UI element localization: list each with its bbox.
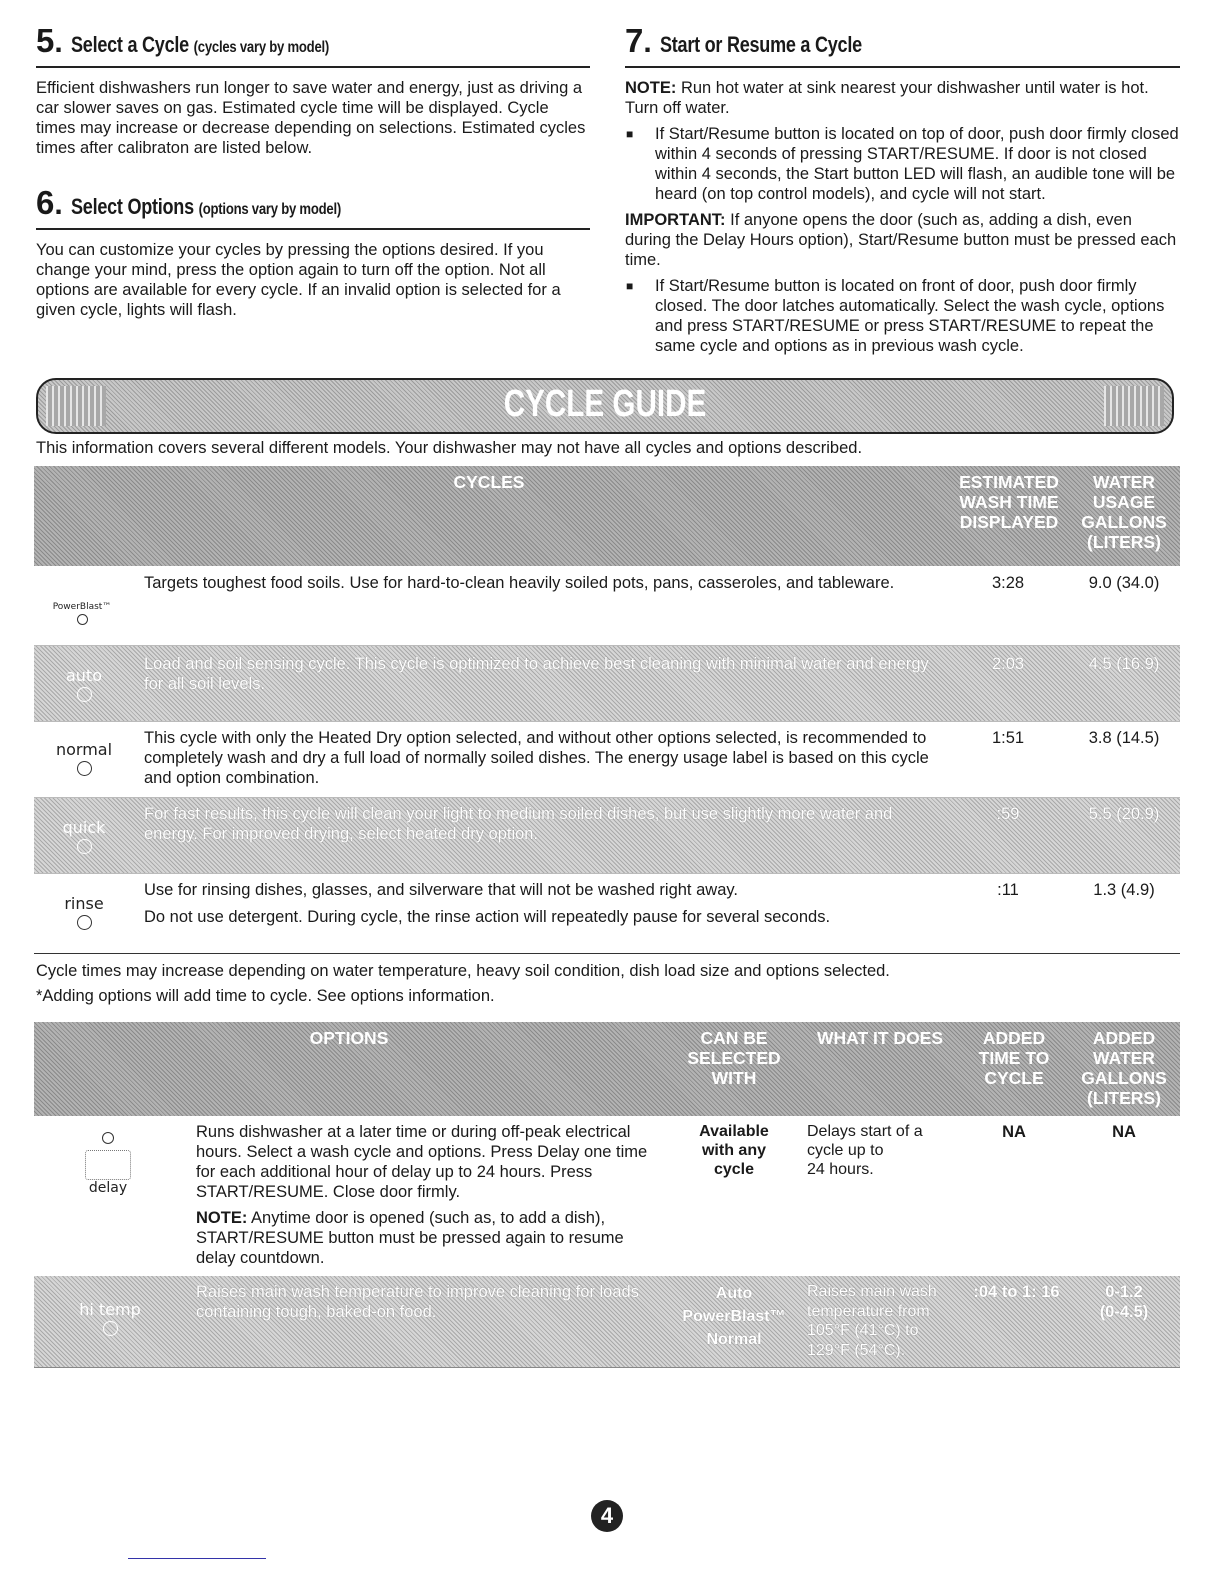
delay-added-time: NA (1002, 1123, 1026, 1141)
powerblast-button[interactable] (44, 602, 120, 625)
right-column (625, 24, 1180, 362)
bullet-square-icon: ■ (626, 279, 634, 293)
header-estimated-time (949, 472, 1069, 532)
cycle-water: 5.5 (20.9) (1088, 805, 1160, 823)
header-water-line3: GALLONS (1081, 512, 1167, 532)
section-7-dot: . (643, 26, 652, 59)
cycle-time: 3:28 (991, 574, 1025, 592)
banner-grille-left (46, 386, 106, 426)
section-5-body: Efficient dishwashers run longer to save water and energy, just as driving a car slower saves on gas. Estimated cycle time will be displayed. Cycle times may increase or decrease depending on selections. Estimated cycles times after calibraton are listed below. (36, 79, 586, 157)
cycle-water: 4.5 (16.9) (1088, 655, 1160, 673)
banner-grille-right (1104, 386, 1164, 426)
delay-can-select (674, 1122, 794, 1179)
adding-options-note: *Adding options will add time to cycle. See options information. (36, 987, 495, 1005)
delay-what-line1: Delays start of a (807, 1123, 923, 1140)
option-row-hitemp (34, 1276, 1180, 1368)
delay-button[interactable] (78, 1130, 138, 1196)
cycles-table-header (34, 466, 1180, 566)
section-6-number: 6 (36, 184, 55, 221)
header-with-line3: WITH (711, 1068, 757, 1088)
delay-what-line3: 24 hours. (807, 1161, 874, 1178)
hitemp-water-line2: (0-4.5) (1099, 1303, 1149, 1321)
cycle-time: :59 (996, 805, 1020, 823)
quick-label: quick (62, 818, 106, 837)
quick-button[interactable] (54, 818, 114, 854)
footer-link-line (128, 1558, 266, 1559)
cycle-water: 3.8 (14.5) (1088, 729, 1160, 747)
section-5-title (71, 32, 329, 58)
auto-label: auto (65, 666, 102, 685)
hitemp-added-time: :04 to 1: 16 (973, 1283, 1060, 1301)
note-label: NOTE: (625, 79, 677, 97)
section-7-number: 7 (625, 22, 644, 59)
cycle-description: Use for rinsing dishes, glasses, and silverware that will not be washed right away. (144, 881, 738, 899)
hitemp-what-line2: temperature from (807, 1302, 930, 1320)
hi-temp-button[interactable] (74, 1300, 146, 1336)
header-can-be-selected (674, 1028, 794, 1088)
cycle-guide-intro: This information covers several different models. Your dishwasher may not have all cycles and options described. (36, 439, 863, 457)
note-text: Run hot water at sink nearest your dishwasher until water is hot. Turn off water. (625, 79, 1149, 117)
normal-label: normal (55, 740, 113, 759)
hitemp-with-line1: Auto (715, 1285, 753, 1302)
hitemp-what-it-does (807, 1282, 967, 1360)
delay-display-icon (85, 1150, 131, 1180)
section-7-heading (625, 24, 1180, 68)
cycle-row-normal (34, 722, 1180, 798)
section-5-subtitle: (cycles vary by model) (193, 39, 329, 56)
header-cycles: CYCLES (453, 472, 525, 492)
hitemp-can-select (674, 1282, 794, 1351)
bullet-1-text: If Start/Resume button is located on top of door, push door firmly closed within 4 seconds of pressing START/RESUME. If door is not closed within 4 seconds, the Start button LED will flash, an audible tone will be heard (on top control models), and cycle will not start. (655, 125, 1179, 203)
rinse-button[interactable] (54, 894, 114, 930)
cycles-table (34, 466, 1180, 954)
cycle-row-quick (34, 798, 1180, 874)
cycle-description-2: Do not use detergent. During cycle, the rinse action will repeatedly pause for several seconds. (144, 908, 831, 926)
header-time-line2: WASH TIME (959, 492, 1059, 512)
section-5-dot: . (54, 26, 63, 59)
hitemp-description: Raises main wash temperature to improve cleaning for loads containing tough, baked-on food. (196, 1283, 639, 1321)
delay-with-line2: with any (701, 1142, 766, 1159)
header-options: OPTIONS (309, 1028, 389, 1048)
section-6-title (71, 194, 341, 220)
header-with-line2: SELECTED (687, 1048, 781, 1068)
delay-note (196, 1208, 666, 1268)
cycle-time: 2:03 (991, 655, 1025, 673)
header-time-line1: ESTIMATED (959, 472, 1059, 492)
header-added-water-line2: WATER (1093, 1048, 1155, 1068)
header-added-water-line4: (LITERS) (1087, 1088, 1161, 1108)
powerblast-label: PowerBlast™ (52, 602, 112, 612)
section-5-heading (36, 24, 590, 68)
bullet-square-icon: ■ (626, 127, 634, 141)
cycle-guide-banner (36, 378, 1174, 434)
cycle-row-powerblast (34, 566, 1180, 646)
cycle-description: Targets toughest food soils. Use for hard-to-clean heavily soiled pots, pans, casseroles, and tableware. (144, 574, 895, 592)
hitemp-with-line3: Normal (706, 1331, 762, 1348)
header-what-it-does: WHAT IT DOES (816, 1028, 944, 1048)
header-added-time-line3: CYCLE (984, 1068, 1044, 1088)
header-water-line1: WATER (1093, 472, 1155, 492)
hitemp-what-line1: Raises main wash (807, 1283, 937, 1300)
delay-added-water: NA (1112, 1123, 1136, 1141)
auto-button[interactable] (54, 666, 114, 702)
header-added-water (1074, 1028, 1174, 1108)
section-6-subtitle: (options vary by model) (198, 201, 341, 218)
header-added-water-line1: ADDED (1092, 1028, 1156, 1048)
hitemp-what-line4: 129°F (54°C). (807, 1341, 906, 1359)
important-text: If anyone opens the door (such as, adding a dish, even during the Delay Hours option), Start/Resume button must be pressed each time. (625, 211, 1177, 269)
section-6-title-text: Select Options (70, 194, 194, 219)
header-added-time-line1: ADDED (982, 1028, 1046, 1048)
cycle-time: :11 (997, 881, 1019, 899)
hi-temp-label: hi temp (79, 1300, 141, 1319)
section-6-dot: . (54, 188, 63, 221)
left-column (36, 24, 590, 330)
indicator-light-icon (103, 1321, 118, 1336)
indicator-light-icon (102, 1132, 114, 1144)
cycle-description: This cycle with only the Heated Dry option selected, and without other options selected, is recommended to completely wash and dry a full load of normally soiled dishes. The energy usage label is based on this cycle and option combination. (144, 729, 929, 787)
header-time-line3: DISPLAYED (959, 512, 1059, 532)
important-label: IMPORTANT: (625, 211, 726, 229)
cycle-water: 1.3 (4.9) (1093, 881, 1155, 899)
cycle-water: 9.0 (34.0) (1088, 574, 1160, 592)
cycle-row-rinse (34, 874, 1180, 954)
section-6-heading (36, 186, 590, 230)
indicator-light-icon (77, 614, 88, 625)
indicator-light-icon (77, 687, 92, 702)
cycle-times-note: Cycle times may increase depending on water temperature, heavy soil condition, dish load size and options selected. (36, 962, 890, 980)
option-row-delay (34, 1116, 1180, 1276)
delay-what-it-does (807, 1122, 957, 1179)
options-table (34, 1022, 1180, 1368)
section-6-body: You can customize your cycles by pressing the options desired. If you change your mind, press the option again to turn off the option. Not all options are available for every cycle. If an invalid option is selected for a given cycle, lights will flash. (36, 241, 561, 319)
header-water-line2: USAGE (1092, 492, 1156, 512)
indicator-light-icon (77, 839, 92, 854)
cycle-description: Load and soil sensing cycle. This cycle is optimized to achieve best cleaning with minimal water and energy for all soil levels. (144, 655, 929, 693)
hitemp-added-water (1074, 1282, 1174, 1322)
delay-note-label: NOTE: (196, 1209, 248, 1227)
delay-with-line1: Available (699, 1123, 769, 1140)
hitemp-with-line2: PowerBlast™ (682, 1308, 786, 1325)
cycle-row-auto (34, 646, 1180, 722)
delay-with-line3: cycle (713, 1161, 755, 1178)
section-7-important (625, 210, 1180, 270)
cycle-description: For fast results, this cycle will clean your light to medium soiled dishes, but use slightly more water and energy. For improved drying, select heated dry option. (144, 805, 893, 843)
section-7-title: Start or Resume a Cycle (659, 32, 862, 57)
header-added-time (964, 1028, 1064, 1088)
indicator-light-icon (77, 915, 92, 930)
normal-button[interactable] (54, 740, 114, 776)
indicator-light-icon (77, 761, 92, 776)
section-7-bullet-2 (625, 276, 1180, 356)
header-added-time-line2: TIME TO (978, 1048, 1050, 1068)
delay-what-line2: cycle up to (807, 1142, 884, 1159)
hitemp-what-line3: 105°F (41°C) to (807, 1322, 919, 1339)
delay-description: Runs dishwasher at a later time or during off-peak electrical hours. Select a wash cycle and options. Press Delay one time for each additional hour of delay up to 24 hours. Press START/RESUME. Close door firmly. (196, 1123, 648, 1201)
header-water-usage (1074, 472, 1174, 552)
section-7-bullet-1 (625, 124, 1180, 204)
rinse-label: rinse (64, 894, 104, 913)
header-with-line1: CAN BE (700, 1028, 768, 1048)
hitemp-water-line1: 0-1.2 (1105, 1283, 1143, 1301)
section-7-note (625, 78, 1180, 118)
bullet-2-text: If Start/Resume button is located on front of door, push door firmly closed. The door latches automatically. Select the wash cycle, options and press START/RESUME or press START/RESUME to repeat the same cycle and options as in previous wash cycle. (655, 277, 1165, 355)
page-number: 4 (591, 1500, 623, 1532)
header-added-water-line3: GALLONS (1081, 1068, 1167, 1088)
delay-label: delay (88, 1180, 128, 1196)
options-table-header (34, 1022, 1180, 1116)
section-5-title-text: Select a Cycle (70, 32, 189, 57)
section-5-number: 5 (36, 22, 55, 59)
cycle-time: 1:51 (991, 729, 1025, 747)
cycle-guide-title: CYCLE GUIDE (503, 383, 707, 425)
delay-note-text: Anytime door is opened (such as, to add a dish), START/RESUME button must be pressed again to resume delay countdown. (196, 1209, 624, 1267)
header-water-line4: (LITERS) (1087, 532, 1161, 552)
